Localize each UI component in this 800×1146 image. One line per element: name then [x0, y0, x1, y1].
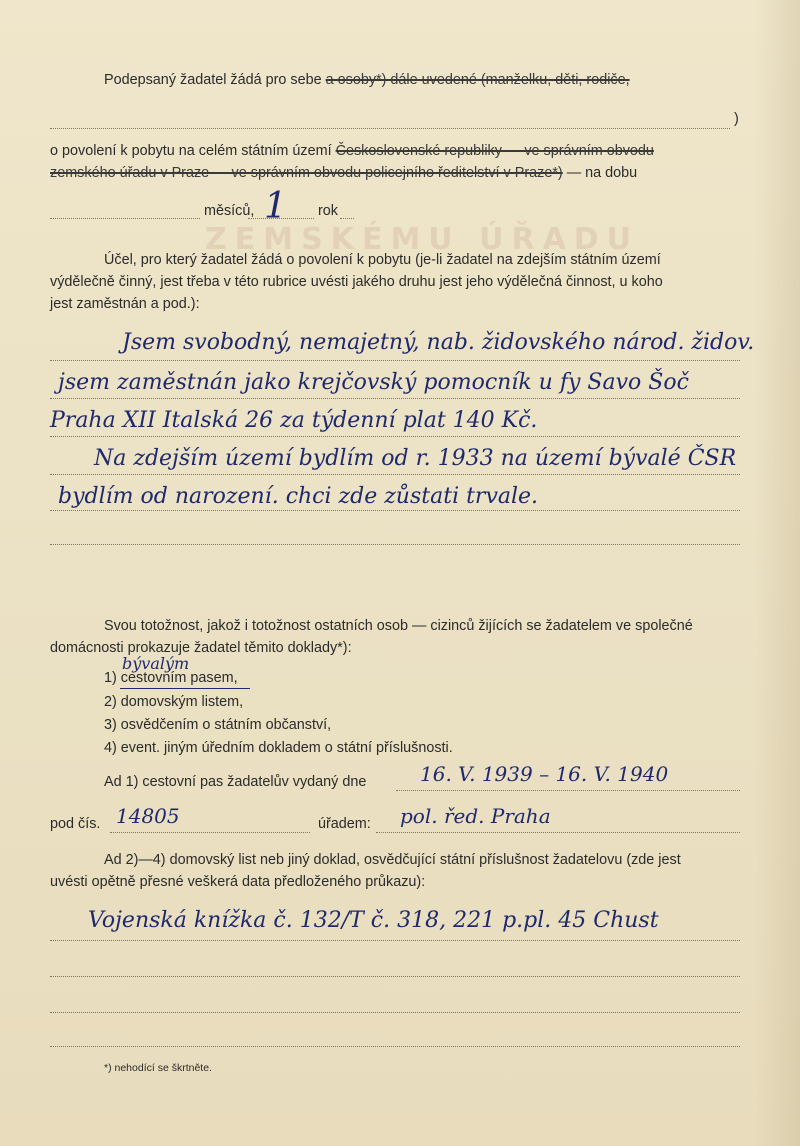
- doc-number-3: 3): [104, 717, 117, 733]
- doc-item-3: [104, 717, 331, 733]
- ad2-line-1: Ad 2)—4) domovský list neb jiný doklad, osvědčující státní příslušnost žadatelovu (zde jest: [104, 852, 681, 868]
- doc-item-2: [104, 694, 243, 710]
- pod-cis-value: 14805: [116, 804, 180, 828]
- ad2-handwriting: Vojenská knížka č. 132/T č. 318, 221 p.pl. 45 Chust: [88, 908, 659, 933]
- purpose-blank-2: [50, 398, 740, 399]
- identity-handwritten-note: bývalým: [122, 654, 190, 673]
- years-label: rok: [318, 203, 338, 219]
- purpose-blank-1: [50, 360, 740, 361]
- purpose-handwriting-3: Praha XII Italská 26 za týdenní plat 140 Kč.: [50, 408, 538, 433]
- footnote: *) nehodící se škrtněte.: [104, 1062, 212, 1074]
- purpose-line-2: výdělečně činný, jest třeba v této rubrice uvésti jakého druhu jest jeho výdělečná činnost, u koho: [50, 274, 663, 290]
- territory-text: o povolení k pobytu na celém státním území: [50, 143, 332, 159]
- purpose-handwriting-1: Jsem svobodný, nemajetný, nab. židovského národ. židov.: [122, 330, 755, 355]
- purpose-handwriting-5: bydlím od narození. chci zde zůstati trvale.: [58, 484, 539, 509]
- purpose-blank-6: [50, 544, 740, 545]
- duration-text: — na dobu: [566, 165, 638, 181]
- struck-territory-text: Československé republiky — ve správním obvodu: [335, 143, 654, 159]
- years-end-blank: [340, 218, 354, 219]
- purpose-blank-4: [50, 474, 740, 475]
- identity-line-2: domácnosti prokazuje žadatel těmito doklady*):: [50, 640, 352, 656]
- purpose-line-1: Účel, pro který žadatel žádá o povolení k pobytu (je-li žadatel na zdejším státním území: [104, 252, 661, 268]
- months-label: měsíců,: [204, 203, 255, 219]
- ad1-blank: [396, 790, 740, 791]
- months-blank: [50, 218, 200, 219]
- doc-label-2: domovským listem,: [120, 694, 244, 710]
- struck-office-text: zemského úřadu v Praze — ve správním obvodu policejního ředitelství v Praze*): [50, 165, 563, 181]
- ad2-blank-2: [50, 976, 740, 977]
- identity-line-1: Svou totožnost, jakož i totožnost ostatních osob — cizinců žijících se žadatelem ve společné: [104, 618, 693, 634]
- doc-number-1: 1): [104, 670, 117, 686]
- purpose-handwriting-4: Na zdejším území bydlím od r. 1933 na území bývalé ČSR: [94, 446, 737, 471]
- doc-label-1: cestovním pasem,: [120, 670, 238, 686]
- ad2-blank-1: [50, 940, 740, 941]
- territory-line-2: [50, 165, 637, 181]
- years-value: 1: [264, 186, 287, 227]
- doc-number-4: 4): [104, 740, 117, 756]
- ad1-date-value: 16. V. 1939 – 16. V. 1940: [420, 762, 669, 786]
- doc-1-underline: [120, 688, 250, 689]
- purpose-handwriting-2: jsem zaměstnán jako krejčovský pomocník u fy Savo Šoč: [58, 370, 689, 395]
- intro-text: Podepsaný žadatel žádá pro sebe: [104, 72, 322, 88]
- doc-label-4: event. jiným úředním dokladem o státní příslušnosti.: [120, 740, 453, 756]
- blank-line-persons: [50, 128, 730, 129]
- ad2-blank-4: [50, 1046, 740, 1047]
- purpose-blank-3: [50, 436, 740, 437]
- doc-number-2: 2): [104, 694, 117, 710]
- bleed-through-watermark: ZEMSKÉMU ÚŘADU: [205, 222, 640, 257]
- pod-cis-label: pod čís.: [50, 816, 101, 832]
- intro-line-1: [104, 72, 630, 88]
- territory-line-1: [50, 143, 654, 159]
- ad1-label: Ad 1) cestovní pas žadatelův vydaný dne: [104, 774, 367, 790]
- struck-persons-text: a osoby*) dále uvedené (manželku, děti, rodiče,: [325, 72, 630, 88]
- purpose-line-3: jest zaměstnán a pod.):: [50, 296, 200, 312]
- uradem-label: úřadem:: [318, 816, 371, 832]
- doc-item-1: [104, 670, 238, 686]
- purpose-blank-5: [50, 510, 740, 511]
- ad2-line-2: uvésti opětně přesné veškerá data předloženého průkazu):: [50, 874, 426, 890]
- close-paren: ): [734, 111, 739, 127]
- uradem-blank: [376, 832, 740, 833]
- pod-cis-blank: [110, 832, 310, 833]
- doc-item-4: [104, 740, 453, 756]
- doc-label-3: osvědčením o státním občanství,: [120, 717, 332, 733]
- page-edge-shadow: [754, 0, 800, 1146]
- uradem-value: pol. řed. Praha: [400, 804, 551, 828]
- ad2-blank-3: [50, 1012, 740, 1013]
